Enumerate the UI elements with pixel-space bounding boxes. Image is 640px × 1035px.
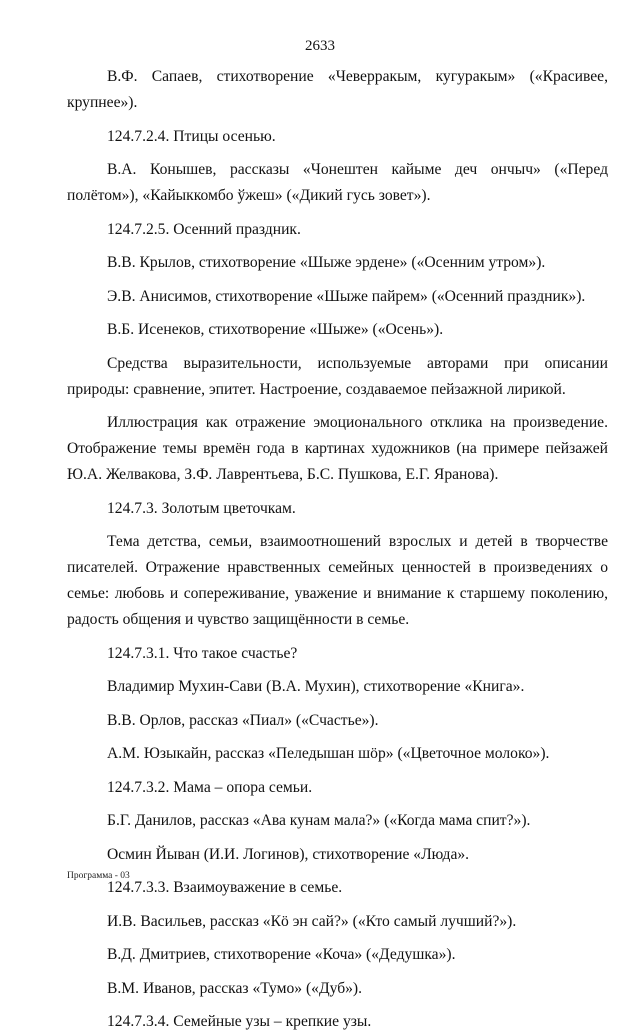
paragraph: Э.В. Анисимов, стихотворение «Шыже пайрем» («Осенний праздник»). <box>107 287 586 305</box>
section-heading: 124.7.3.1. Что такое счастье? <box>107 644 298 662</box>
paragraph: Б.Г. Данилов, рассказ «Ава кунам мала?» («Когда мама спит?»). <box>107 812 531 829</box>
paragraph: Иллюстрация как отражение эмоционального отклика на произведение. Отображение темы времён года в картинах художников (на примере пейзажей Ю.А. Желвакова, З.Ф. Лаврентьева, Б.С. Пушкова, Е.Г. Яранова). <box>67 414 608 483</box>
paragraph: И.В. Васильев, рассказ «Кӧ эн сай?» («Кто самый лучший?»). <box>107 912 517 930</box>
section-heading: 124.7.3.2. Мама – опора семьи. <box>107 778 313 796</box>
section-heading: 124.7.3.4. Семейные узы – крепкие узы. <box>107 1013 372 1030</box>
paragraph: В.А. Конышев, рассказы «Чонештен кайыме деч ончыч» («Перед полётом»), «Кайыккомбо ўжеш» («Дикий гусь зовет»). <box>67 161 608 204</box>
paragraph: Средства выразительности, используемые авторами при описании природы: сравнение, эпитет. Настроение, создаваемое пейзажной лирикой. <box>67 354 608 398</box>
paragraph: Осмин Йыван (И.И. Логинов), стихотворение «Люда». <box>107 845 470 863</box>
paragraph: В.В. Крылов, стихотворение «Шыже эрдене» («Осенним утром»). <box>107 254 546 271</box>
page-number: 2633 <box>305 38 335 54</box>
section-heading: 124.7.3. Золотым цветочкам. <box>107 499 296 517</box>
paragraph: Тема детства, семьи, взаимоотношений взрослых и детей в творчестве писателей. Отражение нравственных семейных ценностей в произведениях о семье: любовь и сопереживание, уважение и внимание к старшему поколению, радость общения и чувство защищённости в семье. <box>67 533 608 628</box>
paragraph: В.М. Иванов, рассказ «Тумо» («Дуб»). <box>107 979 363 997</box>
section-heading: 124.7.2.5. Осенний праздник. <box>107 220 301 238</box>
paragraph: В.Д. Дмитриев, стихотворение «Коча» («Дедушка»). <box>107 946 456 963</box>
section-heading: 124.7.3.3. Взаимоуважение в семье. <box>107 879 343 896</box>
paragraph: В.Б. Исенеков, стихотворение «Шыже» («Осень»). <box>107 321 444 338</box>
paragraph: В.Ф. Сапаев, стихотворение «Чеверракым, кугуракым» («Красивее, крупнее»). <box>67 68 608 111</box>
page-footer: Программа - 03 <box>67 871 130 881</box>
document-body <box>67 64 608 1035</box>
paragraph: А.М. Юзыкайн, рассказ «Пеледышан шӧр» («Цветочное молоко»). <box>107 745 550 762</box>
paragraph: Владимир Мухин-Сави (В.А. Мухин), стихотворение «Книга». <box>107 678 525 695</box>
paragraph: В.В. Орлов, рассказ «Пиал» («Счастье»). <box>107 711 379 729</box>
section-heading: 124.7.2.4. Птицы осенью. <box>107 127 276 145</box>
